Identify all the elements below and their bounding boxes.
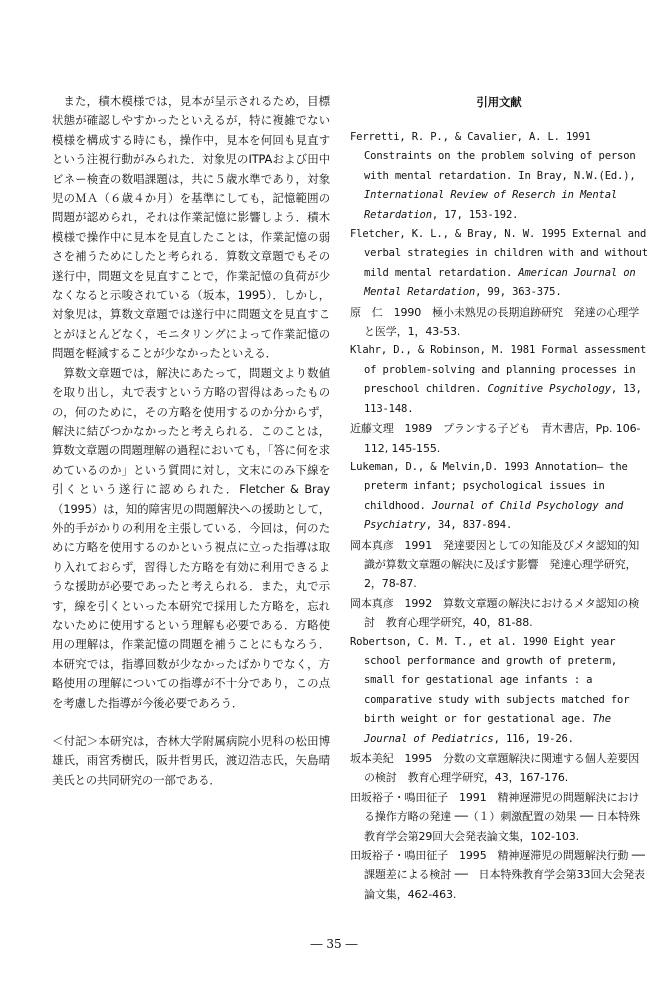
reference-entry: 岡本真彦 1992 算数文章題の解決におけるメタ認知の検討 教育心理学研究，40，81-88. — [350, 596, 640, 630]
reference-entry: 田坂裕子・鳴田征子 1991 精神遅滞児の問題解決における操作方略の発達 ──（１）刺激配置の効果 ── 日本特殊教育学会第29回大会発表論文集，102-103. — [350, 790, 641, 843]
reference-entry: Lukeman, D., & Melvin,D. 1993 Annotation— the preterm infant; psychological issues in childhood. Journal of Child Psychology and Psychiatry, 34, 837-894. — [350, 460, 628, 532]
references-heading: 引用文献 — [476, 95, 522, 109]
reference-entry: Klahr, D., & Robinson, M. 1981 Formal assessment of problem-solving and planning processes in preschool children. Cognitive Psychology, 13, 113-148. — [350, 344, 647, 415]
body-paragraph: 算数文章題では，解決にあたって，問題文より数値を取り出し，丸で表すという方略の習得はあったものの，何のために，その方略を使用するのか分からず，解決に結びつかなかったと考えられる．このことは，算数文章題の問題理解の過程においても，「答に何を求めているのか」という質問に対し，文末にのみ下線を引くという遂行に認められた．Fletcher & Bray（1995）は，知的障害児の問題解決への援助として，外的手がかりの利用を主張している．今回は，何のために方略を使用するのかという視点に立った指導は取り入れておらず，習得した方略を有効に利用できるような援助が必要であったと考えられる．また，丸で示す，線を引くといった本研究で採用した方略を，忘れないために使用するという理解も必要である．方略使用の理解は，作業記憶の問題を補うことにもなろう．本研究では，指導回数が少なかったばかりでなく，方略使用の理解についての指導が不十分であり，この点を考慮した指導が今後必要であろう． — [52, 365, 330, 710]
reference-entry: 原 仁 1990 極小未熟児の長期追跡研究 発達の心理学と医学，1，43-53. — [350, 305, 640, 339]
reference-entry: 近藤文理 1989 プランする子ども 青木書店，Pp. 106-112, 145-155. — [350, 422, 641, 455]
reference-entry: 岡本真彦 1991 発達要因としての知能及びメタ認知的知識が算数文章題の解決に及ぼす影響 発達心理学研究，2，78-87. — [350, 538, 640, 591]
reference-entry: 坂本美紀 1995 分数の文章題解決に関連する個人差要因の検討 教育心理学研究，43，167-176. — [350, 752, 640, 785]
acknowledgement-note: ＜付記＞本研究は，杏林大学附属病院小児科の松田博雄氏，雨宮秀樹氏，阪井哲男氏，渡辺浩志氏，矢島晴美氏との共同研究の一部である． — [52, 734, 330, 787]
body-text-column — [52, 92, 330, 790]
reference-entry: 田坂裕子・鳴田征子 1995 精神遅滞児の問題解決行動 ── 課題差による検討 ── 日本特殊教育学会第33回大会発表論文集，462-463. — [350, 849, 645, 901]
references-column — [350, 92, 648, 904]
reference-entry: Robertson, C. M. T., et al. 1990 Eight year school performance and growth of preterm, small for gestational age infants : a comparative study with subjects matched for birth weight or for gestational age. The Journal of Pediatrics, 116, 19-26. — [350, 635, 630, 745]
body-paragraph: また，積木模様では，見本が呈示されるため，目標状態が確認しやすかったといえるが，特に複雑でない模様を構成する時にも，操作中，見本を何回も見直すという注視行動がみられた．対象児のITPAおよび田中ビネー検査の数唱課題は，共に５歳水準であり，対象児のＭＡ（６歳４か月）を基準にしても，記憶範囲の問題が認められ，それは作業記憶に影響しよう．積木模様で操作中に見本を見直したことは，作業記憶の弱さを補うためにしたと考られる．算数文章題でもその遂行中，問題文を見直すことで，作業記憶の負荷が少なくなると示唆されている（坂本，1995）．しかし，対象児は，算数文章題では遂行中に問題文を見直すことがほとんどなく，モニタリングによって作業記憶の問題を軽減することが少なかったといえる． — [52, 94, 330, 361]
reference-entry: Ferretti, R. P., & Cavalier, A. L. 1991 Constraints on the problem solving of person with mental retardation. In Bray, N.W.(Ed.), International Review of Reserch in Mental Retardation, 17, 153-192. — [350, 131, 636, 221]
page-number: ― 35 ― — [310, 937, 358, 951]
reference-entry: Fletcher, K. L., & Bray, N. W. 1995 External and verbal strategies in children with and without mild mental retardation. American Journal on Mental Retardation, 99, 363-375. — [350, 228, 648, 299]
